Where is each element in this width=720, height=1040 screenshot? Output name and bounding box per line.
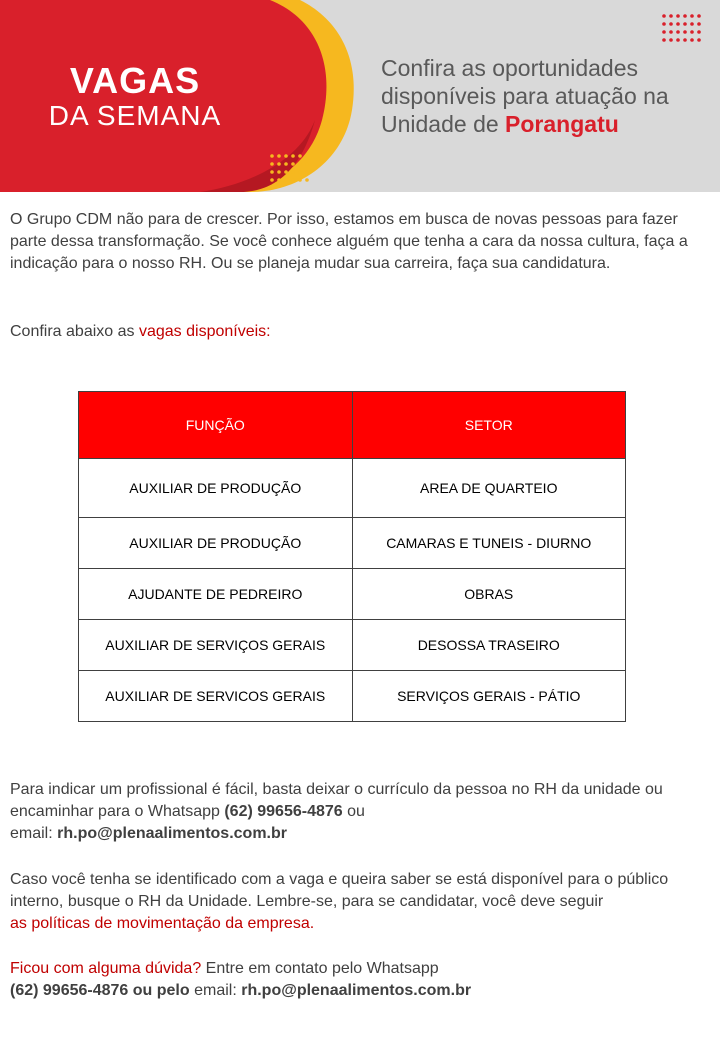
cell-funcao: AUXILIAR DE SERVICOS GERAIS <box>79 671 353 722</box>
header-banner <box>0 0 720 192</box>
indicate-email-label: email: <box>10 825 58 842</box>
header-funcao: FUNÇÃO <box>79 392 353 459</box>
banner-title: VAGAS <box>69 60 201 101</box>
confira-line <box>10 321 710 343</box>
jobs-table <box>78 391 626 722</box>
cell-funcao: AUXILIAR DE PRODUÇÃO <box>79 518 353 569</box>
dots-pattern-bottom <box>268 152 318 188</box>
contact-paragraph <box>10 958 710 1002</box>
table-row <box>79 569 626 620</box>
confira-suffix: : <box>266 323 271 340</box>
confira-prefix: Confira abaixo as <box>10 323 139 340</box>
cell-setor: SERVIÇOS GERAIS - PÁTIO <box>352 671 626 722</box>
table-row <box>79 518 626 569</box>
header-setor: SETOR <box>352 392 626 459</box>
table-row <box>79 671 626 722</box>
cell-setor: CAMARAS E TUNEIS - DIURNO <box>352 518 626 569</box>
indicate-paragraph <box>10 779 710 845</box>
contact-email-label: email: <box>189 982 242 999</box>
internal-paragraph <box>10 869 710 935</box>
indicate-text: Para indicar um profissional é fácil, basta deixar o currículo da pessoa no RH da unidade ou encaminhar para o Whatsapp <box>10 781 663 820</box>
banner-subtitle-line1: Confira as oportunidades <box>381 55 638 81</box>
banner-subtitle-prefix: Unidade de <box>381 111 506 137</box>
indicate-phone: (62) 99656-4876 <box>224 803 343 820</box>
confira-highlight: vagas disponíveis <box>138 323 267 340</box>
indicate-email: rh.po@plenaalimentos.com.br <box>57 825 287 842</box>
contact-phone: (62) 99656-4876 ou pelo <box>10 982 190 999</box>
table-header-row <box>79 392 626 459</box>
contact-text: Entre em contato pelo Whatsapp <box>201 960 439 977</box>
table-row <box>79 620 626 671</box>
cell-setor: OBRAS <box>352 569 626 620</box>
dots-pattern-top <box>660 12 708 46</box>
cell-setor: AREA DE QUARTEIO <box>352 459 626 518</box>
table-row <box>79 459 626 518</box>
contact-email: rh.po@plenaalimentos.com.br <box>241 982 472 999</box>
cell-setor: DESOSSA TRASEIRO <box>352 620 626 671</box>
cell-funcao: AUXILIAR DE PRODUÇÃO <box>79 459 353 518</box>
internal-text: Caso você tenha se identificado com a vaga e queira saber se está disponível para o público interno, busque o RH da Unidade. Lembre-se, para se candidatar, você deve seguir <box>10 871 669 910</box>
banner-subtitle-line2: disponíveis para atuação na <box>381 83 669 109</box>
banner-city: Porangatu <box>505 111 619 137</box>
banner-subtitle-line3 <box>381 110 711 138</box>
cell-funcao: AUXILIAR DE SERVIÇOS GERAIS <box>79 620 353 671</box>
banner-title-sub: DA SEMANA <box>48 100 222 131</box>
intro-paragraph: O Grupo CDM não para de crescer. Por isso, estamos em busca de novas pessoas para fazer parte dessa transformação. Se você conhece alguém que tenha a cara da nossa cultura, faça a indicação para o nosso RH. Ou se planeja mudar sua carreira, faça sua candidatura. <box>10 211 688 272</box>
banner-subtitle <box>381 54 711 138</box>
contact-question: Ficou com alguma dúvida? <box>10 960 202 977</box>
cell-funcao: AJUDANTE DE PEDREIRO <box>79 569 353 620</box>
indicate-text-or: ou <box>342 803 365 820</box>
internal-policy: as políticas de movimentação da empresa. <box>10 915 315 932</box>
